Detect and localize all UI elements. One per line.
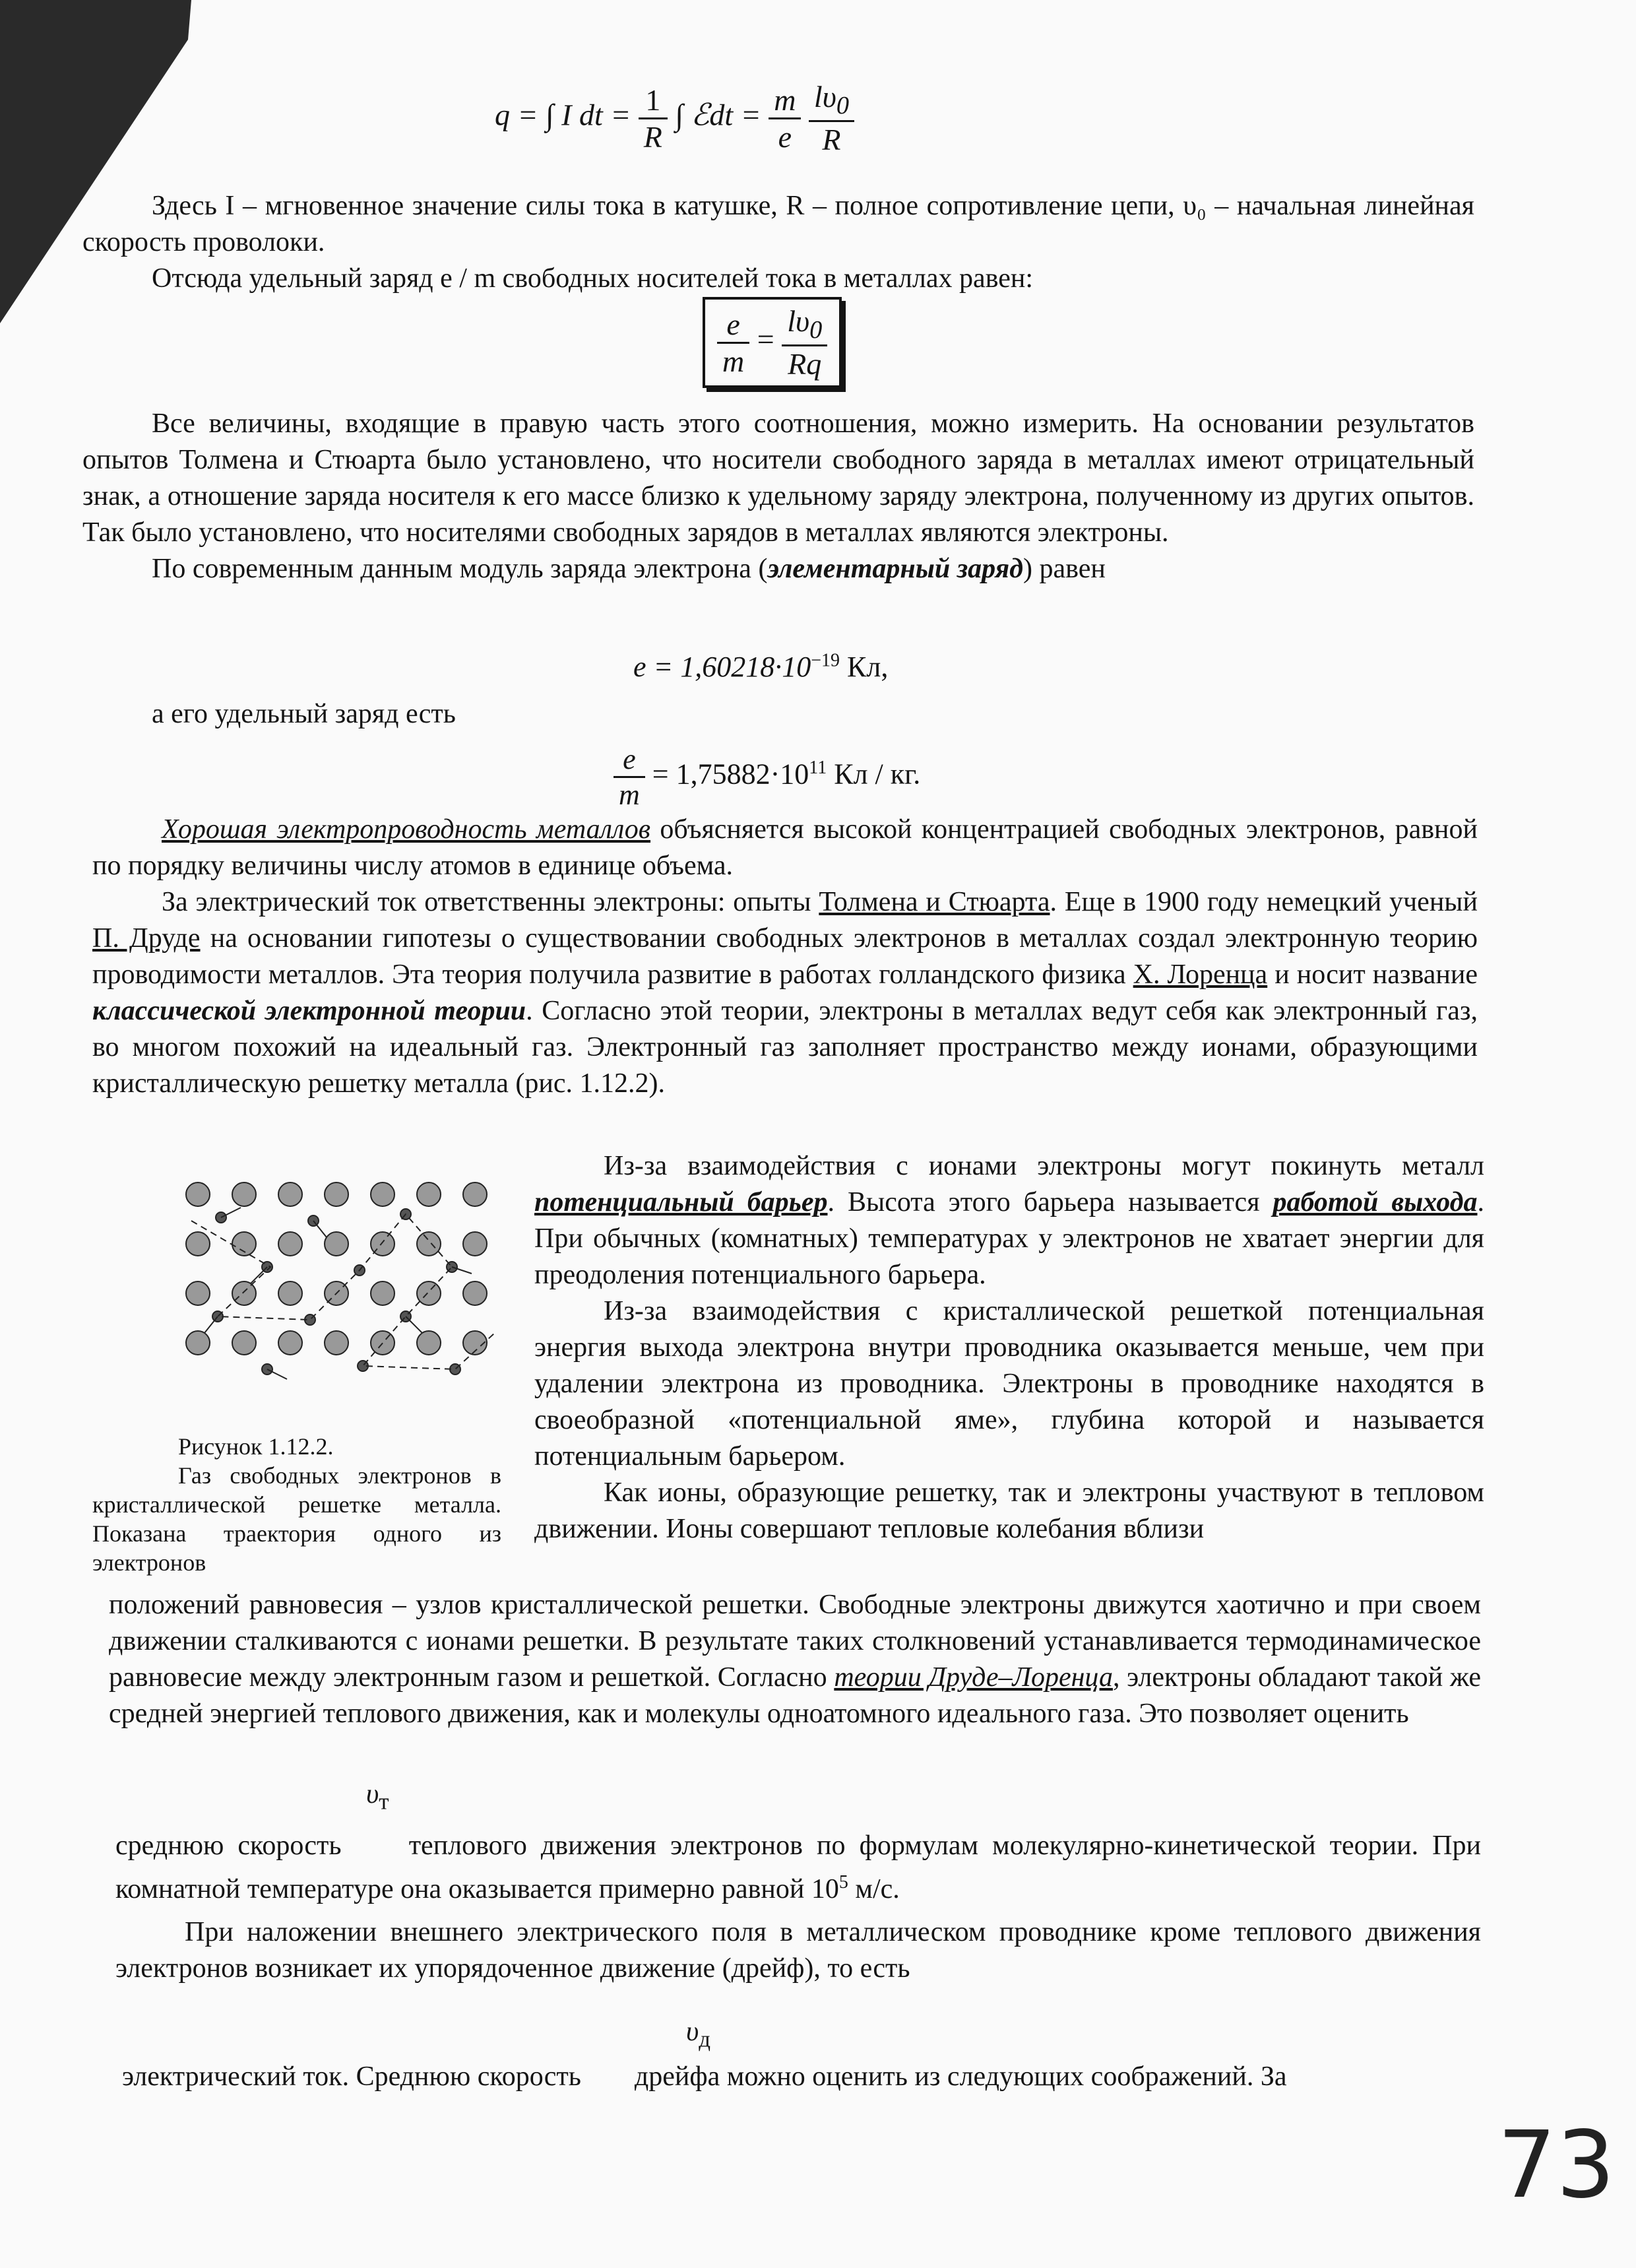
text-specific-charge-intro: а его удельный заряд есть: [152, 699, 456, 729]
text-block-1: [82, 188, 1474, 297]
boxed-specific-charge-formula: $\frac{e}{m}$ = $\frac{l\upsilon_0}{Rq}$: [703, 297, 842, 388]
electron-gas-lattice-figure: [178, 1181, 508, 1392]
elementary-charge-formula: $e = 1,60218\cdot 10^{-19}$ Кл,: [633, 650, 889, 683]
paragraph-thermal-motion-start: Как ионы, образующие решетку, так и электроны участвуют в тепловом движении. Ионы совершают тепловые колебания вблизи: [534, 1477, 1484, 1544]
specific-charge-formula: $\frac{e}{m}$ = $1,75882\cdot 10^{11}$ Кл / кг.: [614, 742, 920, 812]
thermal-velocity-symbol: $\upsilon_т$: [366, 1779, 389, 1815]
page-number: 73: [1497, 2112, 1616, 2219]
paragraph-drift: При наложении внешнего электрического поля в металлическом проводнике кроме теплового движения электронов возникает их упорядоченное движение (дрейф), то есть: [115, 1917, 1481, 1984]
text-block-4: [109, 1587, 1481, 1732]
figure-caption-title: Рисунок 1.12.2.: [178, 1433, 334, 1460]
figure-caption-text: Газ свободных электронов в кристаллической решетке металла. Показана траектория одного из электронов: [92, 1462, 501, 1576]
drift-velocity-symbol: $\upsilon_д$: [686, 2017, 711, 2052]
paragraph-potential-well: Из-за взаимодействия с кристаллической решеткой потенциальная энергия выхода электрона внутри проводника оказывается меньше, чем при удалении электрона из проводника. Электроны в проводнике находятся в своеобразной «потенциальной яме», глубина которой и называется потенциальным барьером.: [534, 1296, 1484, 1472]
figure-caption: [92, 1432, 501, 1577]
charge-formula: q = ∫ I dt = $\frac{1}{R}$ ∫ ℰdt = $\frac{m}{e}$ $\frac{l\upsilon_0}{R}$: [495, 79, 854, 157]
paragraph-thermal-velocity: среднюю скорость теплового движения электронов по формулам молекулярно-кинетической теории. При комнатной температуре она оказывается примерно равной $10^5$ м/с.: [115, 1831, 1481, 1904]
paragraph-conductivity: Хорошая электропроводность металлов объясняется высокой концентрацией свободных электронов, равной по порядку величины числу атомов в единице объема.: [92, 814, 1478, 881]
paragraph-measurements: Все величины, входящие в правую часть этого соотношения, можно измерить. На основании результатов опытов Толмена и Стюарта было установлено, что носители свободного заряда в металлах имеют отрицательный знак, а отношение заряда носителя к его массе близко к удельному заряду электрона, полученному из других опытов. Так было установлено, что носителями свободных зарядов в металлах являются электроны.: [82, 408, 1474, 548]
paragraph-current-definitions: Здесь I – мгновенное значение силы тока в катушке, R – полное сопротивление цепи, υ₀ – начальная линейная скорость проволоки.: [82, 191, 1474, 257]
text-block-2: [82, 406, 1474, 587]
paragraph-drift-velocity: электрический ток. Среднюю скорость дрейфа можно оценить из следующих соображений. За: [122, 2061, 1287, 2092]
paragraph-elementary-charge: По современным данным модуль заряда электрона (элементарный заряд) равен: [152, 554, 1106, 584]
text-block-3: [92, 812, 1478, 1102]
paragraph-specific-charge-intro: Отсюда удельный заряд e / m свободных носителей тока в металлах равен:: [152, 263, 1033, 294]
text-block-right-column: [534, 1148, 1484, 1547]
text-block-6: [122, 2059, 1481, 2095]
paragraph-drude-lorentz: За электрический ток ответственны электроны: опыты Толмена и Стюарта. Еще в 1900 году немецкий ученый П. Друде на основании гипотезы о существовании свободных электронов в металлах создал электронную теорию проводимости металлов. Эта теория получила развитие в работах голландского физика Х. Лоренца и носит название классической электронной теории. Согласно этой теории, электроны в металлах ведут себя как электронный газ, во многом похожий на идеальный газ. Электронный газ заполняет пространство между ионами, образующими кристаллическую решетку металла (рис. 1.12.2).: [92, 887, 1478, 1099]
paragraph-thermal-motion: положений равновесия – узлов кристаллической решетки. Свободные электроны движутся хаотично и при своем движении сталкиваются с ионами решетки. В результате таких столкновений устанавливается термодинамическое равновесие между электронным газом и решеткой. Согласно теории Друде–Лоренца, электроны обладают такой же средней энергией теплового движения, как и молекулы одноатомного идеального газа. Это позволяет оценить: [109, 1590, 1481, 1729]
paragraph-work-function: Из-за взаимодействия с ионами электроны могут покинуть металл потенциальный барьер. Высота этого барьера называется работой выхода. При обычных (комнатных) температурах у электронов не хватает энергии для преодоления потенциального барьера.: [534, 1151, 1484, 1290]
text-block-5: [115, 1828, 1481, 1987]
